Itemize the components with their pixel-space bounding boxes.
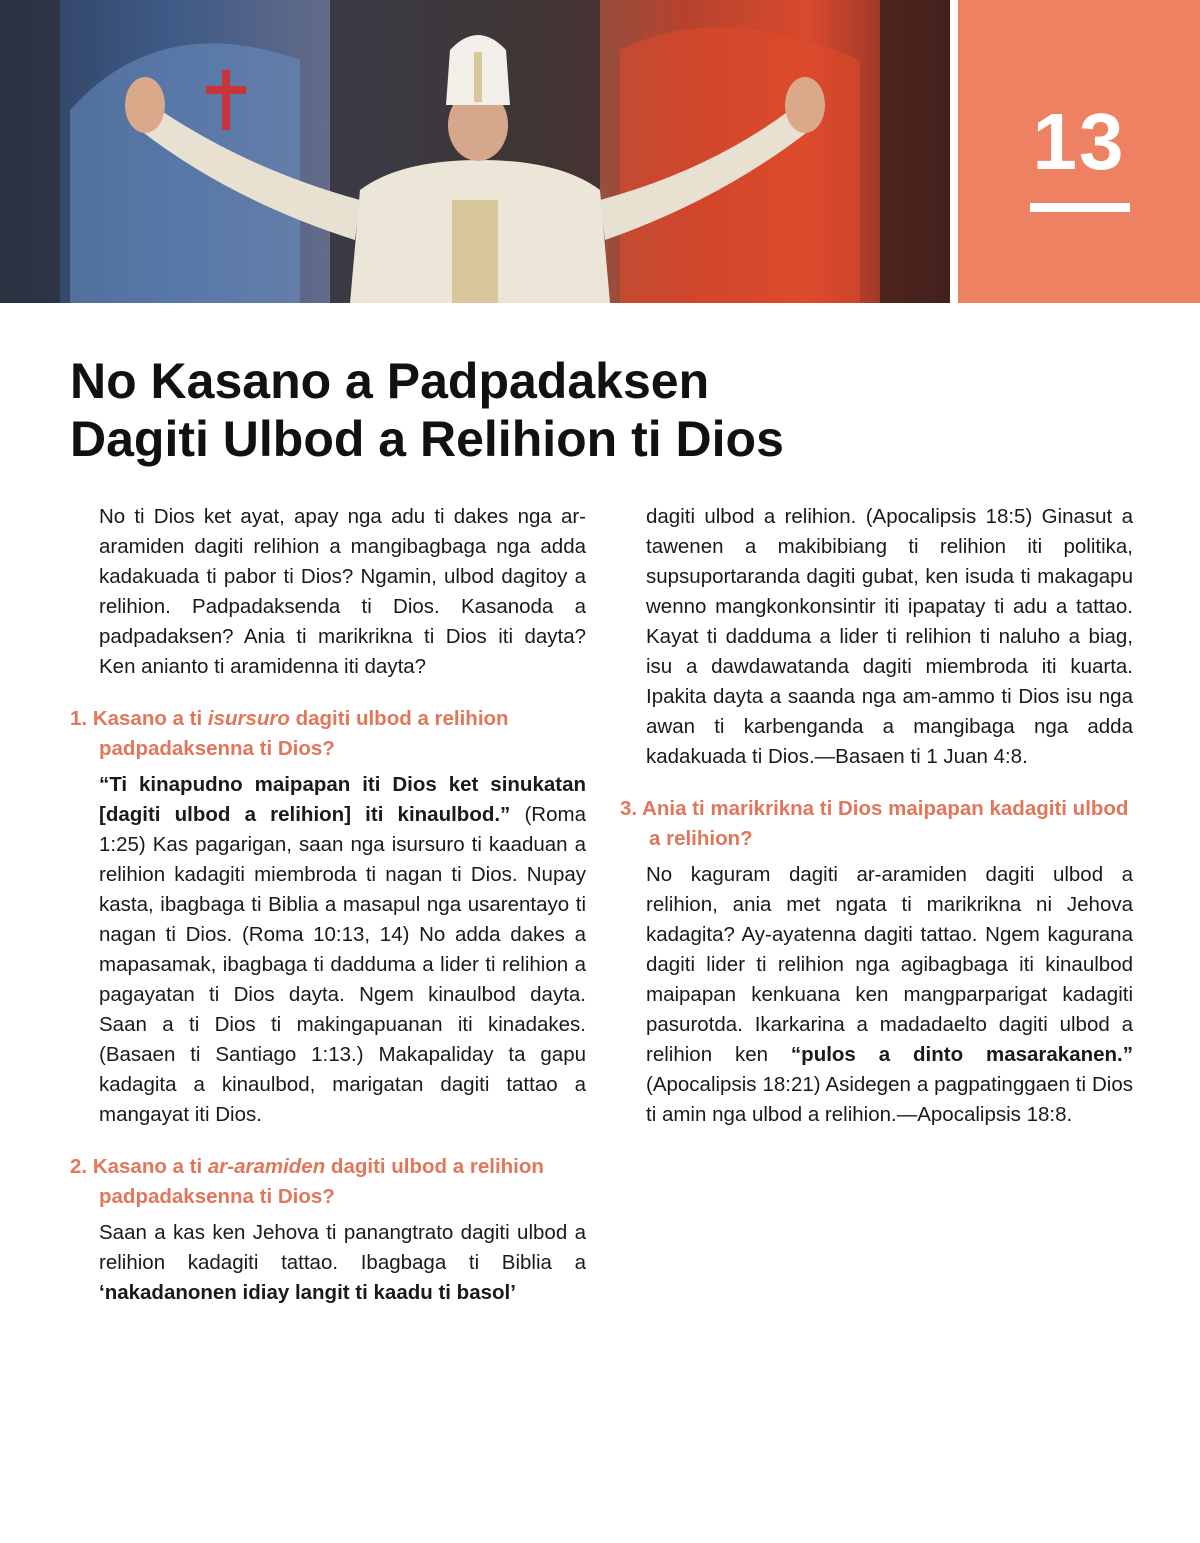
chapter-badge bbox=[958, 0, 1200, 303]
question-text: dagiti ulbod a relihion padpadaksenna ti Dios? bbox=[99, 1155, 544, 1208]
question-text: dagiti ulbod a relihion padpadaksenna ti Dios? bbox=[99, 707, 509, 760]
intro-paragraph: No ti Dios ket ayat, apay nga adu ti dakes nga ar-aramiden dagiti relihion a mangibagbaga nga adda kadakuada ti pabor ti Dios? Ngamin, ulbod dagitoy a relihion. Padpadaksenda ti Dios. Kasanoda a padpadaksen? Ania ti marikrikna ti Dios iti dayta? Ken anianto ti aramidenna iti dayta? bbox=[99, 505, 586, 678]
right-column bbox=[620, 502, 1133, 1130]
question-number: 3. bbox=[620, 797, 638, 820]
answer-2-part-1 bbox=[70, 1218, 586, 1308]
title-line-1: No Kasano a Padpadaksen bbox=[70, 353, 710, 409]
question-emphasis: ar-aramiden bbox=[207, 1155, 326, 1178]
hero-image bbox=[0, 0, 950, 303]
question-3 bbox=[620, 794, 1133, 854]
chapter-underline bbox=[1030, 203, 1130, 212]
page-title bbox=[70, 352, 970, 468]
left-column bbox=[70, 502, 586, 1308]
answer-text: No kaguram dagiti ar-aramiden dagiti ulbod a relihion, ania met ngata ti marikrikna ni Jehova kadagita? Ay-ayatenna dagiti tattao. Ngem kagurana dagiti lider ti relihion nga agibagbaga iti kinaulbod maipapan kenkuana ken mangparparigat kadagiti pasurotda. Ikarkarina a madadaelto dagiti ulbod a relihion ken bbox=[646, 863, 1133, 1066]
question-number: 1. bbox=[70, 707, 88, 730]
question-text: Kasano a ti bbox=[92, 707, 208, 730]
answer-1 bbox=[70, 770, 586, 1130]
answer-3 bbox=[620, 860, 1133, 1130]
question-text: Ania ti marikrikna ti Dios maipapan kadagiti ulbod a relihion? bbox=[642, 797, 1129, 850]
answer-text: (Roma 1:25) Kas pagarigan, saan nga isursuro ti kaaduan a relihion kadagiti miembroda ti nagan ti Dios. Nupay kasta, ibagbaga ti Biblia a masapul nga usarentayo ti nagan ti Dios. (Roma 10:13, 14) No adda dakes a mapasamak, ibagbaga ti dadduma a lider ti relihion a pagayatan ti Dios dayta. Ngem kinaulbod dayta. Saan a ti Dios ti makingapuanan iti kinadakes. (Basaen ti Santiago 1:13.) Makapaliday ta gapu kadagita a kinaulbod, marigatan dagiti tattao a mangayat iti Dios. bbox=[99, 803, 586, 1126]
answer-quote: ‘nakadanonen idiay langit ti kaadu ti basol’ bbox=[99, 1281, 516, 1304]
answer-quote: “Ti kinapudno maipapan iti Dios ket sinukatan [dagiti ulbod a relihion] iti kinaulbod.” bbox=[99, 773, 586, 826]
question-2 bbox=[70, 1152, 586, 1212]
question-text: Kasano a ti bbox=[92, 1155, 208, 1178]
answer-2-part-2: dagiti ulbod a relihion. (Apocalipsis 18:5) Ginasut a tawenen a makibibiang ti relihion iti politika, supsuportaranda dagiti gubat, ken isuda ti makagapu wenno mangkonkonsintir iti ipapatay ti adu a tattao. Kayat ti dadduma a lider ti relihion ti naluho a biag, isu a dawdawatanda dagiti miembroda iti kuarta. Ipakita dayta a saanda nga am-ammo ti Dios isu nga awan ti karbenganda a mangibaga nga adda kadakuada ti Dios.—Basaen ti 1 Juan 4:8. bbox=[646, 505, 1133, 768]
answer-text: (Apocalipsis 18:21) Asidegen a pagpatinggaen ti Dios ti amin nga ulbod a relihion.—Apocalipsis 18:8. bbox=[646, 1073, 1133, 1126]
chapter-number: 13 bbox=[1032, 97, 1126, 186]
answer-quote: “pulos a dinto masarakanen.” bbox=[790, 1043, 1133, 1066]
title-line-2: Dagiti Ulbod a Relihion ti Dios bbox=[70, 411, 784, 467]
hero-divider bbox=[950, 0, 958, 303]
question-emphasis: isursuro bbox=[207, 707, 290, 730]
hero-illustration bbox=[0, 0, 950, 303]
answer-text: Saan a kas ken Jehova ti panangtrato dagiti ulbod a relihion kadagiti tattao. Ibagbaga ti Biblia a bbox=[99, 1221, 586, 1274]
question-1 bbox=[70, 704, 586, 764]
question-number: 2. bbox=[70, 1155, 88, 1178]
